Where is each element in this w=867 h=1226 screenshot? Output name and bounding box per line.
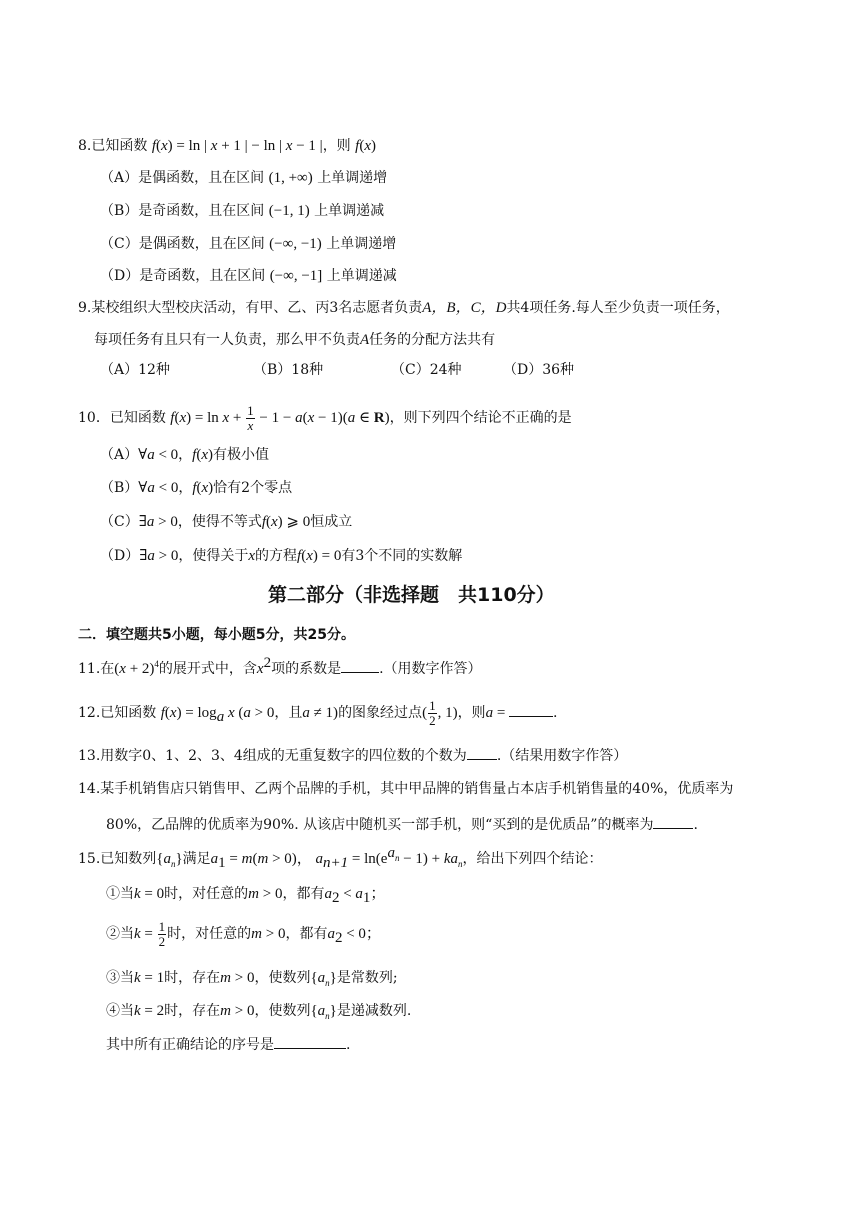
q12: 12.已知函数 $f(x) = \log_a x$ (a > 0，且a ≠ 1)的图象经过点( $\frac{1}{2}$ , 1)，则a = . — [78, 697, 558, 728]
q9-option-a: （A）12种 — [100, 362, 170, 378]
q8-option-a: （A）是偶函数，且在区间 (1, +∞) 上单调递增 — [100, 170, 388, 186]
q8-option-c: （C）是偶函数，且在区间 (−∞, −1) 上单调递增 — [100, 236, 397, 252]
answer-blank[interactable] — [341, 658, 379, 673]
q9-option-c: （C）24种 — [391, 362, 462, 378]
q10-option-d: （D）∃a > 0，使得关于x的方程f(x) = 0有3个不同的实数解 — [100, 548, 463, 564]
q9-stem-line2: 每项任务有且只有一人负责，那么甲不负责A任务的分配方法共有 — [94, 332, 496, 348]
q15-statement-2: ②当k = $\frac{1}{2}$ 时，对任意的m > 0，都有$a_2 < 0$； — [106, 918, 381, 949]
q14-line1: 14.某手机销售店只销售甲、乙两个品牌的手机，其中甲品牌的销售量占本店手机销售量的40%，优质率为 — [78, 781, 734, 797]
q9-options — [100, 360, 574, 380]
q8-stem: 8.已知函数 f(x) = ln | x + 1 | − ln | x − 1 |，则 f(x) — [78, 138, 376, 154]
q13: 13.用数字0、1、2、3、4组成的无重复数字的四位数的个数为 .（结果用数字作答） — [78, 745, 627, 766]
q14-line2: 80%，乙品牌的优质率为90%. 从该店中随机买一部手机，则“买到的是优质品”的概率为 . — [106, 814, 698, 835]
q11: 11.在$(x + 2)^4$的展开式中，含$x^2$项的系数是 .（用数字作答） — [78, 655, 482, 677]
q15-final: 其中所有正确结论的序号是 . — [106, 1034, 350, 1055]
q9-option-b: （B）18种 — [253, 362, 324, 378]
answer-blank[interactable] — [467, 745, 497, 760]
part2-title: 第二部分（非选择题 共110分） — [268, 584, 555, 606]
q10-option-b: （B）∀a < 0，f(x)恰有2个零点 — [100, 480, 293, 496]
answer-blank[interactable] — [509, 702, 553, 717]
q10-option-a: （A）∀a < 0，f(x)有极小值 — [100, 447, 269, 463]
q10-option-c: （C）∃a > 0，使得不等式f(x) ⩾ 0恒成立 — [100, 514, 353, 530]
q15-stem: 15.已知数列$\{a_n\}$满足$a_1 = m(m > 0)$， $a_{n+1} = \ln(e^{a_n} - 1) + ka_n$，给出下列四个结论： — [78, 845, 603, 871]
section2-heading: 二．填空题共5小题，每小题5分，共25分。 — [78, 627, 355, 643]
q9-stem-line1: 9.某校组织大型校庆活动，有甲、乙、丙3名志愿者负责A，B，C，D共4项任务.每人至少负责一项任务， — [78, 300, 730, 316]
q10-stem: 10．已知函数 f(x) = ln x + $\frac{1}{x}$ − 1 − a(x − 1)(a ∈ R)，则下列四个结论不正确的是 — [78, 402, 572, 433]
q15-statement-4: ④当k = 2时，存在m > 0，使数列$\{a_n\}$是递减数列. — [106, 1003, 412, 1021]
q15-statement-3: ③当k = 1时，存在m > 0，使数列$\{a_n\}$是常数列; — [106, 970, 398, 988]
q8-option-d: （D）是奇函数，且在区间 (−∞, −1] 上单调递减 — [100, 268, 397, 284]
q9-option-d: （D）36种 — [503, 362, 575, 378]
q15-statement-1: ①当k = 0时，对任意的m > 0，都有$a_2 < a_1$； — [106, 886, 386, 906]
answer-blank[interactable] — [653, 814, 693, 829]
answer-blank[interactable] — [274, 1034, 346, 1049]
q8-option-b: （B）是奇函数，且在区间 (−1, 1) 上单调递减 — [100, 203, 385, 219]
q8-number: 8. — [78, 138, 92, 154]
